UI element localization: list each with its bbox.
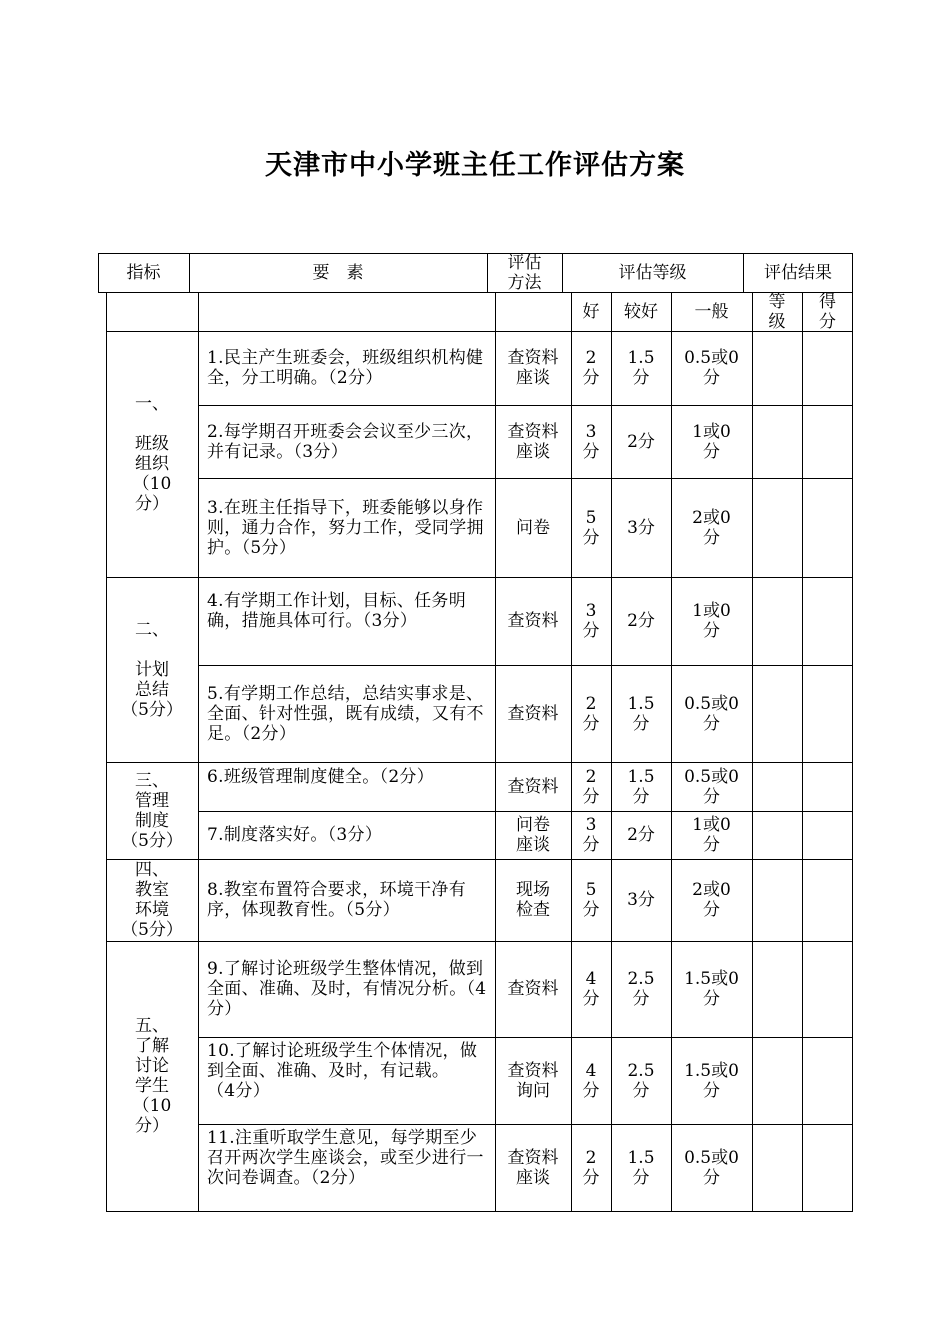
- better-cell: 2.5 分: [627, 969, 655, 1009]
- header-better: 较好: [624, 301, 658, 322]
- method-cell: 现场 检查: [516, 880, 550, 920]
- good-cell: 3 分: [582, 815, 600, 855]
- method-cell: 查资料: [507, 611, 559, 631]
- element-cell: 9.了解讨论班级学生整体情况，做到全面、准确、及时，有情况分析。（4分）: [207, 959, 487, 1019]
- good-cell: 2 分: [582, 348, 600, 388]
- element-cell: 5.有学期工作总结，总结实事求是、全面、针对性强，既有成绩，又有不足。（2分）: [207, 683, 484, 744]
- element-cell: 1.民主产生班委会，班级组织机构健全，分工明确。（2分）: [207, 348, 484, 388]
- general-cell: 0.5或0 分: [684, 766, 739, 807]
- page-title: 天津市中小学班主任工作评估方案: [265, 150, 685, 181]
- good-cell: 2 分: [582, 766, 600, 807]
- row-divider: [198, 405, 853, 406]
- column-divider: [198, 292, 199, 1211]
- good-cell: 5 分: [582, 880, 600, 920]
- row-divider: [198, 1037, 853, 1038]
- method-cell: 查资料 座谈: [507, 421, 559, 462]
- category-divider: [106, 577, 853, 578]
- element-cell: 10.了解讨论班级学生个体情况，做到全面、准确、及时，有记载。 （4分）: [207, 1040, 478, 1101]
- category-divider: [106, 941, 853, 942]
- better-cell: 1.5 分: [627, 766, 655, 807]
- better-cell: 1.5 分: [627, 348, 655, 388]
- better-cell: 2.5 分: [627, 1060, 655, 1101]
- element-cell: 7.制度落实好。（3分）: [207, 825, 383, 845]
- category-cell: 三、 管理 制度 （5分）: [121, 770, 183, 851]
- category-divider: [106, 762, 853, 763]
- better-cell: 3分: [627, 517, 655, 538]
- column-divider: [802, 292, 803, 1211]
- general-cell: 2或0 分: [692, 880, 731, 920]
- category-cell: 一、 班级 组织 （10 分）: [132, 394, 172, 514]
- general-cell: 1或0 分: [692, 815, 731, 855]
- element-cell: 2.每学期召开班委会会议至少三次，并有记录。（3分）: [207, 421, 484, 462]
- row-divider: [198, 478, 853, 479]
- general-cell: 1或0 分: [692, 421, 731, 462]
- good-cell: 3 分: [582, 601, 600, 641]
- good-cell: 4 分: [582, 969, 600, 1009]
- better-cell: 2分: [627, 825, 655, 845]
- method-cell: 查资料 座谈: [507, 1147, 559, 1188]
- better-cell: 1.5 分: [627, 693, 655, 734]
- header-grade: 评估等级: [618, 263, 687, 283]
- better-cell: 2分: [627, 431, 655, 452]
- method-cell: 查资料: [507, 703, 559, 724]
- header-level: 等 级: [768, 291, 786, 332]
- header-elements: 要 素: [312, 263, 364, 283]
- category-cell: 五、 了解 讨论 学生 （10 分）: [132, 1016, 172, 1136]
- category-cell: 四、 教室 环境 （5分）: [121, 860, 183, 940]
- method-cell: 查资料 询问: [507, 1060, 559, 1101]
- category-divider: [106, 859, 853, 860]
- method-cell: 问卷 座谈: [516, 815, 550, 855]
- element-cell: 4.有学期工作计划，目标、任务明确，措施具体可行。（3分）: [207, 591, 467, 631]
- row-divider: [198, 1124, 853, 1125]
- general-cell: 1.5或0 分: [684, 969, 739, 1009]
- element-cell: 6.班级管理制度健全。（2分）: [207, 766, 435, 787]
- method-cell: 问卷: [516, 517, 550, 538]
- element-cell: 8.教室布置符合要求，环境干净有序，体现教育性。（5分）: [207, 880, 467, 920]
- general-cell: 1或0 分: [692, 601, 731, 641]
- general-cell: 0.5或0 分: [684, 1147, 739, 1188]
- row-divider: [198, 665, 853, 666]
- category-cell: 二、 计划 总结 （5分）: [121, 619, 183, 720]
- good-cell: 4 分: [582, 1060, 600, 1101]
- header-score: 得 分: [819, 291, 836, 332]
- method-cell: 查资料: [507, 979, 559, 999]
- general-cell: 1.5或0 分: [684, 1060, 739, 1101]
- method-cell: 查资料 座谈: [507, 348, 559, 388]
- better-cell: 2分: [627, 611, 655, 631]
- method-cell: 查资料: [507, 776, 559, 797]
- general-cell: 2或0 分: [692, 507, 731, 548]
- row-divider: [106, 331, 853, 332]
- element-cell: 11.注重听取学生意见，每学期至少召开两次学生座谈会，或至少进行一次问卷调查。（2分）: [207, 1127, 484, 1188]
- header-result: 评估结果: [764, 263, 832, 283]
- header-indicator: 指标: [126, 263, 161, 283]
- good-cell: 2 分: [582, 1147, 600, 1188]
- general-cell: 0.5或0 分: [684, 348, 739, 388]
- good-cell: 5 分: [582, 507, 600, 548]
- general-cell: 0.5或0 分: [684, 693, 739, 734]
- header-method: 评估 方法: [507, 253, 542, 293]
- better-cell: 3分: [627, 890, 655, 910]
- better-cell: 1.5 分: [627, 1147, 655, 1188]
- good-cell: 3 分: [582, 421, 600, 462]
- column-divider: [752, 292, 753, 1211]
- header-general: 一般: [694, 301, 729, 322]
- element-cell: 3.在班主任指导下，班委能够以身作则，通力合作，努力工作，受同学拥护。（5分）: [207, 497, 484, 558]
- row-divider: [198, 811, 853, 812]
- header-good: 好: [582, 301, 600, 322]
- good-cell: 2 分: [582, 693, 600, 734]
